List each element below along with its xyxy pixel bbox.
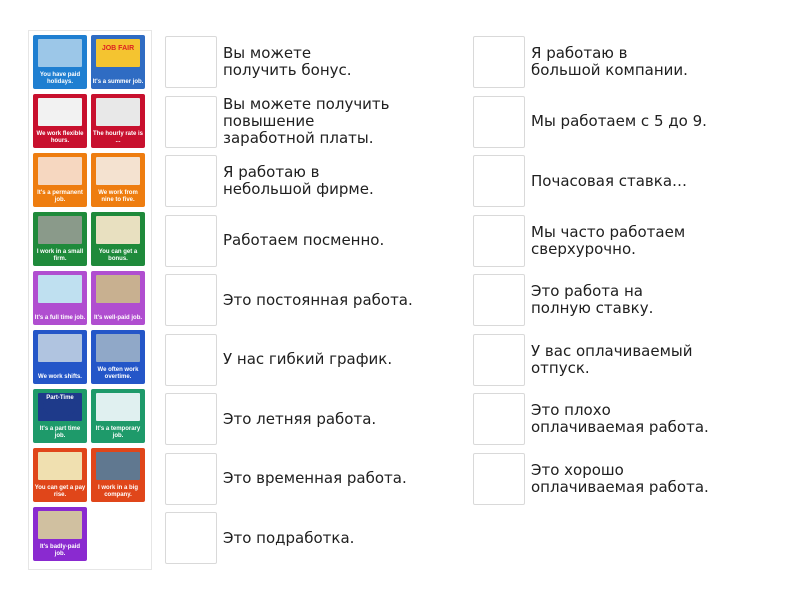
card-caption: It's a full time job. (34, 315, 86, 321)
match-label: Это хорошо оплачиваемая работа. (531, 460, 709, 496)
card-caption: I work in a big company. (97, 485, 138, 498)
card-image (96, 98, 140, 126)
card-image (38, 98, 82, 126)
match-label: Вы можете получить повышение заработной платы. (223, 95, 390, 147)
card-image (38, 157, 82, 185)
draggable-card[interactable] (91, 271, 145, 325)
drop-slot[interactable] (473, 453, 525, 505)
card-image (96, 452, 140, 480)
drop-slot[interactable] (473, 96, 525, 148)
card-caption: We work shifts. (38, 374, 82, 380)
draggable-card[interactable] (33, 389, 87, 443)
drop-slot[interactable] (473, 215, 525, 267)
draggable-card[interactable] (91, 212, 145, 266)
card-image (38, 275, 82, 303)
card-tray (28, 30, 152, 570)
draggable-card[interactable] (33, 35, 87, 89)
match-label: Работаем посменно. (223, 231, 385, 249)
card-image (38, 452, 82, 480)
match-label: У вас оплачиваемый отпуск. (531, 341, 693, 377)
match-label: Это плохо оплачиваемая работа. (531, 401, 709, 436)
match-label: Это летняя работа. (223, 409, 377, 428)
draggable-card[interactable] (33, 271, 87, 325)
drop-slot[interactable] (165, 215, 217, 267)
draggable-card[interactable] (91, 448, 145, 502)
draggable-card[interactable] (91, 94, 145, 148)
card-image (96, 157, 140, 185)
card-caption: You have paid holidays. (39, 72, 81, 85)
drop-slot[interactable] (165, 393, 217, 445)
drop-slot[interactable] (165, 334, 217, 386)
drop-slot[interactable] (473, 155, 525, 207)
card-image (96, 275, 140, 303)
draggable-card[interactable] (91, 330, 145, 384)
card-image (96, 216, 140, 244)
draggable-card[interactable] (91, 153, 145, 207)
draggable-card[interactable] (33, 507, 87, 561)
drop-slot[interactable] (165, 453, 217, 505)
card-caption: I work in a small firm. (36, 249, 84, 262)
job-fair-badge: JOB FAIR (101, 45, 135, 52)
draggable-card[interactable] (91, 35, 145, 89)
card-caption: You can get a pay rise. (34, 485, 86, 498)
card-caption: It's badly-paid job. (39, 544, 81, 557)
part-time-badge: Part-Time (43, 395, 77, 417)
draggable-card[interactable] (91, 389, 145, 443)
card-caption: It's a part time job. (39, 426, 81, 439)
match-label: У нас гибкий график. (223, 350, 393, 368)
card-caption: We work from nine to five. (98, 190, 138, 203)
card-caption: It's well-paid job. (93, 315, 143, 321)
draggable-card[interactable] (33, 448, 87, 502)
drop-slot[interactable] (165, 96, 217, 148)
match-label: Я работаю в большой компании. (531, 44, 688, 79)
drop-slot[interactable] (473, 36, 525, 88)
match-label: Это работа на полную ставку. (531, 282, 654, 317)
drop-slot[interactable] (165, 512, 217, 564)
card-caption: You can get a bonus. (98, 249, 138, 262)
card-caption: We often work overtime. (97, 367, 139, 380)
draggable-card[interactable] (33, 212, 87, 266)
card-caption: The hourly rate is ... (92, 131, 143, 144)
card-caption: We work flexible hours. (36, 131, 84, 144)
match-label: Вы можете получить бонус. (223, 44, 352, 79)
match-label: Мы работаем с 5 до 9. (531, 112, 707, 130)
card-image (96, 39, 140, 67)
drop-slot[interactable] (165, 274, 217, 326)
drop-slot[interactable] (165, 155, 217, 207)
card-caption: It's a permanent job. (37, 190, 83, 203)
match-label: Мы часто работаем сверхурочно. (531, 222, 686, 258)
card-caption: It's a summer job. (92, 79, 144, 85)
drop-slot[interactable] (473, 393, 525, 445)
card-image (38, 39, 82, 67)
drop-slot[interactable] (473, 334, 525, 386)
match-label: Почасовая ставка… (531, 171, 688, 190)
match-label: Это подработка. (223, 528, 355, 547)
draggable-card[interactable] (33, 153, 87, 207)
card-caption: It's a temporary job. (95, 426, 141, 439)
card-image (38, 334, 82, 362)
match-label: Я работаю в небольшой фирме. (223, 163, 374, 198)
drop-slot[interactable] (165, 36, 217, 88)
match-label: Это постоянная работа. (223, 290, 413, 309)
card-image (96, 334, 140, 362)
drop-slot[interactable] (473, 274, 525, 326)
card-image (38, 216, 82, 244)
match-label: Это временная работа. (223, 469, 407, 487)
card-image (38, 511, 82, 539)
card-image (96, 393, 140, 421)
draggable-card[interactable] (33, 330, 87, 384)
draggable-card[interactable] (33, 94, 87, 148)
